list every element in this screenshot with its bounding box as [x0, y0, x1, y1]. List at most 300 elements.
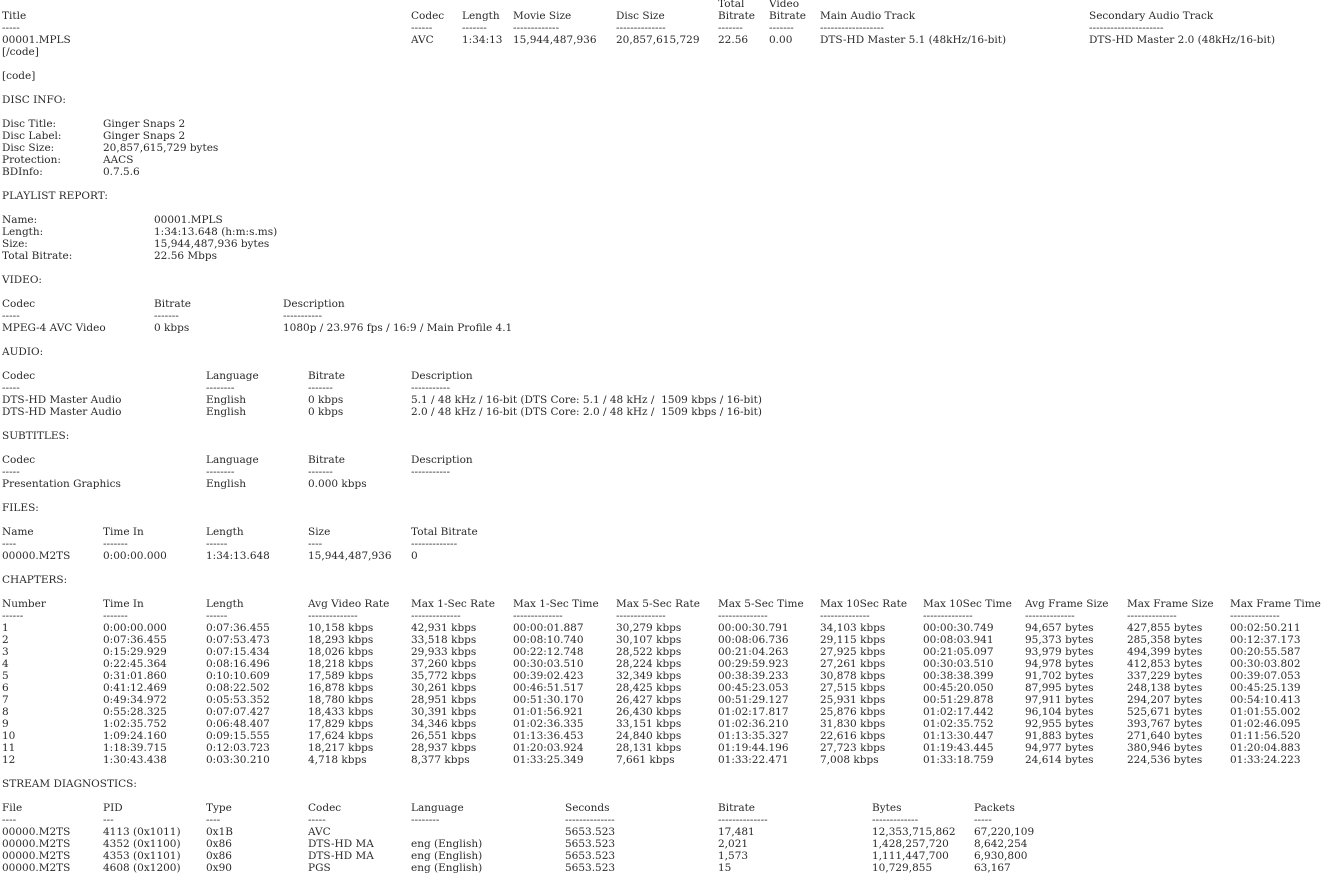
diagnostics-header-rule: -------------- — [718, 814, 768, 826]
video-cell: 1080p / 23.976 fps / 16:9 / Main Profile 4.1 — [283, 322, 513, 334]
chapter-cell: 96,104 bytes — [1025, 706, 1094, 718]
diagnostics-cell: 12,353,715,862 — [872, 826, 956, 838]
chapter-cell: 26,427 kbps — [616, 694, 682, 706]
chapter-cell: 94,978 bytes — [1025, 658, 1094, 670]
diagnostics-cell: 67,220,109 — [974, 826, 1035, 838]
chapter-cell: 8,377 kbps — [411, 754, 470, 766]
chapter-cell: 01:33:22.471 — [718, 754, 789, 766]
chapter-header-rule: -------------- — [411, 610, 461, 622]
diagnostics-cell: 63,167 — [974, 862, 1011, 874]
diagnostics-header-rule: ----- — [308, 814, 326, 826]
audio-header: Codec — [2, 370, 36, 382]
chapter-cell: 00:30:03.802 — [1230, 658, 1301, 670]
chapter-cell: 28,131 kbps — [616, 742, 682, 754]
diagnostics-header: Seconds — [565, 802, 610, 814]
chapter-header-rule: -------------- — [616, 610, 666, 622]
video-header: Bitrate — [154, 298, 192, 310]
chapter-cell: 01:13:36.453 — [513, 730, 584, 742]
chapter-cell: 00:00:30.749 — [923, 622, 994, 634]
playlist-label: Size: — [2, 238, 28, 250]
chapter-header: Max 5-Sec Time — [718, 598, 804, 610]
disc-info-label: BDInfo: — [2, 166, 43, 178]
playlist-value: 00001.MPLS — [154, 214, 223, 226]
chapter-header: Avg Frame Size — [1025, 598, 1109, 610]
chapter-cell: 0:09:15.555 — [206, 730, 270, 742]
chapter-cell: 01:02:36.210 — [718, 718, 789, 730]
chapter-cell: 01:33:25.349 — [513, 754, 584, 766]
chapter-cell: 0:31:01.860 — [103, 670, 167, 682]
chapter-cell: 34,346 kbps — [411, 718, 477, 730]
summary-cell: DTS-HD Master 2.0 (48kHz/16-bit) — [1089, 34, 1276, 46]
chapter-cell: 42,931 kbps — [411, 622, 477, 634]
chapter-cell: 00:30:03.510 — [513, 658, 584, 670]
chapter-cell: 35,772 kbps — [411, 670, 477, 682]
chapter-cell: 4,718 kbps — [308, 754, 367, 766]
video-header: Codec — [2, 298, 36, 310]
chapter-header: Length — [206, 598, 244, 610]
chapter-cell: 0:07:53.473 — [206, 634, 270, 646]
chapter-cell: 27,925 kbps — [820, 646, 886, 658]
chapter-cell: 18,026 kbps — [308, 646, 374, 658]
chapter-cell: 34,103 kbps — [820, 622, 886, 634]
chapter-header-rule: -------------- — [513, 610, 563, 622]
chapter-cell: 27,723 kbps — [820, 742, 886, 754]
subtitles-header: Codec — [2, 454, 36, 466]
chapter-cell: 380,946 bytes — [1127, 742, 1203, 754]
diagnostics-cell: eng (English) — [411, 850, 483, 862]
chapter-header-rule: -------------- — [820, 610, 870, 622]
chapter-cell: 28,522 kbps — [616, 646, 682, 658]
chapter-cell: 00:51:30.170 — [513, 694, 584, 706]
diagnostics-cell: eng (English) — [411, 838, 483, 850]
chapter-header: Max 1-Sec Time — [513, 598, 599, 610]
chapter-cell: 17,589 kbps — [308, 670, 374, 682]
chapter-cell: 25,931 kbps — [820, 694, 886, 706]
diagnostics-header-rule: --- — [103, 814, 114, 826]
chapter-cell: 01:02:46.095 — [1230, 718, 1301, 730]
summary-cell: 20,857,615,729 — [616, 34, 700, 46]
chapter-header: Max 10Sec Rate — [820, 598, 908, 610]
chapter-cell: 4 — [2, 658, 9, 670]
audio-cell: 0 kbps — [308, 394, 344, 406]
chapter-cell: 01:02:35.752 — [923, 718, 994, 730]
files-cell: 0:00:00.000 — [103, 550, 167, 562]
chapter-cell: 494,399 bytes — [1127, 646, 1203, 658]
chapter-cell: 27,261 kbps — [820, 658, 886, 670]
chapter-cell: 0:08:16.496 — [206, 658, 270, 670]
chapter-cell: 01:01:56.921 — [513, 706, 584, 718]
chapter-cell: 29,933 kbps — [411, 646, 477, 658]
audio-header-rule: ----------- — [411, 382, 451, 394]
summary-cell: AVC — [411, 34, 434, 46]
chapter-header-rule: -------------- — [308, 610, 358, 622]
files-header: Size — [308, 526, 331, 538]
audio-header-rule: ------- — [308, 382, 333, 394]
diagnostics-header: File — [2, 802, 23, 814]
chapter-cell: 10,158 kbps — [308, 622, 374, 634]
diagnostics-cell: 4113 (0x1011) — [103, 826, 181, 838]
summary-cell: 15,944,487,936 — [513, 34, 597, 46]
diagnostics-cell: 1,111,447,700 — [872, 850, 949, 862]
diagnostics-header: PID — [103, 802, 123, 814]
section-heading: PLAYLIST REPORT: — [2, 190, 108, 202]
chapter-cell: 92,955 bytes — [1025, 718, 1094, 730]
audio-header: Bitrate — [308, 370, 346, 382]
diagnostics-header: Codec — [308, 802, 342, 814]
audio-cell: English — [206, 406, 247, 418]
chapter-cell: 17,624 kbps — [308, 730, 374, 742]
chapter-cell: 525,671 bytes — [1127, 706, 1203, 718]
chapter-cell: 10 — [2, 730, 16, 742]
files-header-rule: ------ — [206, 538, 228, 550]
audio-cell: DTS-HD Master Audio — [2, 406, 122, 418]
subtitles-header-rule: ----------- — [411, 466, 451, 478]
diagnostics-cell: 00000.M2TS — [2, 826, 71, 838]
summary-header-rule: ------- — [462, 22, 487, 34]
diagnostics-header-rule: ----- — [974, 814, 992, 826]
chapter-cell: 01:20:04.883 — [1230, 742, 1301, 754]
audio-header-rule: -------- — [206, 382, 235, 394]
chapter-cell: 00:39:02.423 — [513, 670, 584, 682]
diagnostics-cell: 00000.M2TS — [2, 838, 71, 850]
chapter-header: Max Frame Size — [1127, 598, 1214, 610]
chapter-cell: 18,218 kbps — [308, 658, 374, 670]
chapter-cell: 18,780 kbps — [308, 694, 374, 706]
disc-info-label: Disc Label: — [2, 130, 62, 142]
diagnostics-header: Bitrate — [718, 802, 756, 814]
diagnostics-cell: 5653.523 — [565, 826, 616, 838]
chapter-cell: 0:15:29.929 — [103, 646, 167, 658]
chapter-cell: 30,107 kbps — [616, 634, 682, 646]
files-header-rule: ---- — [2, 538, 17, 550]
chapter-cell: 412,853 bytes — [1127, 658, 1203, 670]
summary-header: Secondary Audio Track — [1089, 10, 1214, 22]
chapter-header-rule: ------- — [103, 610, 128, 622]
chapter-cell: 285,358 bytes — [1127, 634, 1203, 646]
chapter-cell: 427,855 bytes — [1127, 622, 1203, 634]
audio-cell: 5.1 / 48 kHz / 16-bit (DTS Core: 5.1 / 48 kHz / 1509 kbps / 16-bit) — [411, 394, 762, 406]
audio-cell: English — [206, 394, 247, 406]
summary-header-rule: ------------------ — [820, 22, 884, 34]
chapter-cell: 7,661 kbps — [616, 754, 675, 766]
chapter-cell: 18,293 kbps — [308, 634, 374, 646]
diagnostics-cell: 0x86 — [206, 838, 232, 850]
chapter-cell: 01:33:18.759 — [923, 754, 994, 766]
chapter-cell: 28,951 kbps — [411, 694, 477, 706]
files-cell: 00000.M2TS — [2, 550, 71, 562]
chapter-cell: 0:07:36.455 — [103, 634, 167, 646]
diagnostics-header: Bytes — [872, 802, 902, 814]
summary-header-rule: -------------- — [616, 22, 666, 34]
chapter-cell: 271,640 bytes — [1127, 730, 1203, 742]
chapter-cell: 24,840 kbps — [616, 730, 682, 742]
diagnostics-cell: 1,428,257,720 — [872, 838, 949, 850]
chapter-cell: 01:02:17.817 — [718, 706, 789, 718]
chapter-cell: 26,551 kbps — [411, 730, 477, 742]
chapter-cell: 0:05:53.352 — [206, 694, 270, 706]
diagnostics-cell: 0x90 — [206, 862, 232, 874]
chapter-cell: 01:13:35.327 — [718, 730, 789, 742]
chapter-cell: 00:20:55.587 — [1230, 646, 1301, 658]
chapter-cell: 18,217 kbps — [308, 742, 374, 754]
section-heading: STREAM DIAGNOSTICS: — [2, 778, 137, 790]
chapter-cell: 01:13:30.447 — [923, 730, 994, 742]
chapter-cell: 31,830 kbps — [820, 718, 886, 730]
files-header: Name — [2, 526, 34, 538]
diagnostics-header: Packets — [974, 802, 1015, 814]
chapter-cell: 294,207 bytes — [1127, 694, 1203, 706]
summary-header-rule: ------- — [769, 22, 794, 34]
chapter-cell: 97,911 bytes — [1025, 694, 1094, 706]
audio-header: Language — [206, 370, 259, 382]
chapter-cell: 00:12:37.173 — [1230, 634, 1301, 646]
chapter-header: Max Frame Time — [1230, 598, 1321, 610]
chapter-cell: 01:19:44.196 — [718, 742, 789, 754]
disc-info-value: 0.7.5.6 — [103, 166, 140, 178]
chapter-cell: 5 — [2, 670, 9, 682]
chapter-cell: 00:08:03.941 — [923, 634, 994, 646]
chapter-cell: 27,515 kbps — [820, 682, 886, 694]
chapter-cell: 0:07:36.455 — [206, 622, 270, 634]
diagnostics-cell: 15 — [718, 862, 732, 874]
playlist-value: 15,944,487,936 bytes — [154, 238, 270, 250]
chapter-cell: 1:30:43.438 — [103, 754, 167, 766]
diagnostics-header-rule: ------------- — [872, 814, 919, 826]
diagnostics-cell: 10,729,855 — [872, 862, 933, 874]
diagnostics-cell: AVC — [308, 826, 331, 838]
chapter-cell: 01:19:43.445 — [923, 742, 994, 754]
summary-cell: 0.00 — [769, 34, 793, 46]
chapter-header: Max 1-Sec Rate — [411, 598, 495, 610]
chapter-cell: 91,883 bytes — [1025, 730, 1094, 742]
chapter-cell: 0:06:48.407 — [206, 718, 270, 730]
chapter-cell: 00:08:10.740 — [513, 634, 584, 646]
chapter-cell: 87,995 bytes — [1025, 682, 1094, 694]
chapter-cell: 337,229 bytes — [1127, 670, 1203, 682]
chapter-cell: 00:21:04.263 — [718, 646, 789, 658]
chapter-cell: 1 — [2, 622, 9, 634]
chapter-cell: 00:54:10.413 — [1230, 694, 1301, 706]
chapter-header-rule: -------------- — [1127, 610, 1177, 622]
chapter-cell: 00:51:29.127 — [718, 694, 789, 706]
summary-header: Disc Size — [616, 10, 665, 22]
chapter-cell: 1:09:24.160 — [103, 730, 167, 742]
chapter-cell: 0:08:22.502 — [206, 682, 270, 694]
diagnostics-cell: 17,481 — [718, 826, 755, 838]
disc-info-value: Ginger Snaps 2 — [103, 118, 186, 130]
chapter-cell: 95,373 bytes — [1025, 634, 1094, 646]
diagnostics-cell: PGS — [308, 862, 331, 874]
summary-cell: DTS-HD Master 5.1 (48kHz/16-bit) — [820, 34, 1007, 46]
chapter-cell: 00:08:06.736 — [718, 634, 789, 646]
chapter-cell: 93,979 bytes — [1025, 646, 1094, 658]
chapter-cell: 0:07:07.427 — [206, 706, 270, 718]
chapter-cell: 01:33:24.223 — [1230, 754, 1301, 766]
playlist-label: Total Bitrate: — [2, 250, 73, 262]
subtitles-cell: English — [206, 478, 247, 490]
chapter-cell: 393,767 bytes — [1127, 718, 1203, 730]
chapter-cell: 28,937 kbps — [411, 742, 477, 754]
diagnostics-cell: 00000.M2TS — [2, 862, 71, 874]
chapter-cell: 00:21:05.097 — [923, 646, 994, 658]
summary-header: Codec — [411, 10, 445, 22]
summary-header: Main Audio Track — [820, 10, 916, 22]
chapter-cell: 00:45:25.139 — [1230, 682, 1301, 694]
chapter-cell: 224,536 bytes — [1127, 754, 1203, 766]
chapter-cell: 37,260 kbps — [411, 658, 477, 670]
chapter-header-rule: -------------- — [1025, 610, 1075, 622]
chapter-cell: 7 — [2, 694, 9, 706]
diagnostics-cell: 1,573 — [718, 850, 749, 862]
chapter-cell: 33,518 kbps — [411, 634, 477, 646]
diagnostics-header-rule: -------- — [411, 814, 440, 826]
diagnostics-cell: 5653.523 — [565, 862, 616, 874]
audio-header-rule: ----- — [2, 382, 20, 394]
chapter-header-rule: -------------- — [1230, 610, 1280, 622]
chapter-cell: 01:11:56.520 — [1230, 730, 1301, 742]
summary-header: Video — [769, 0, 800, 10]
audio-cell: 0 kbps — [308, 406, 344, 418]
video-header-rule: ----------- — [283, 310, 323, 322]
chapter-cell: 01:20:03.924 — [513, 742, 584, 754]
files-header-rule: ---- — [308, 538, 323, 550]
summary-header-rule: ------- — [718, 22, 743, 34]
chapter-cell: 00:45:20.050 — [923, 682, 994, 694]
chapter-cell: 94,657 bytes — [1025, 622, 1094, 634]
disc-info-value: AACS — [103, 154, 134, 166]
chapter-header: Number — [2, 598, 46, 610]
files-header-rule: ------------- — [411, 538, 458, 550]
subtitles-header: Description — [411, 454, 473, 466]
chapter-cell: 30,391 kbps — [411, 706, 477, 718]
chapter-cell: 0:41:12.469 — [103, 682, 167, 694]
chapter-cell: 7,008 kbps — [820, 754, 879, 766]
playlist-label: Name: — [2, 214, 38, 226]
chapter-cell: 00:38:38.399 — [923, 670, 994, 682]
diagnostics-cell: 2,021 — [718, 838, 749, 850]
chapter-header: Avg Video Rate — [308, 598, 390, 610]
summary-header: Movie Size — [513, 10, 572, 22]
diagnostics-cell: 0x86 — [206, 850, 232, 862]
code-tag: [/code] — [2, 46, 39, 58]
chapter-cell: 29,115 kbps — [820, 634, 886, 646]
audio-header: Description — [411, 370, 473, 382]
chapter-cell: 30,878 kbps — [820, 670, 886, 682]
section-heading: FILES: — [2, 502, 39, 514]
summary-header-rule: ------------- — [513, 22, 560, 34]
video-header-rule: ------- — [154, 310, 179, 322]
files-header: Length — [206, 526, 244, 538]
disc-info-value: Ginger Snaps 2 — [103, 130, 186, 142]
chapter-cell: 01:02:36.335 — [513, 718, 584, 730]
chapter-cell: 00:22:12.748 — [513, 646, 584, 658]
chapter-cell: 01:02:17.442 — [923, 706, 994, 718]
chapter-cell: 0:49:34.972 — [103, 694, 167, 706]
diagnostics-cell: eng (English) — [411, 862, 483, 874]
diagnostics-cell: 6,930,800 — [974, 850, 1028, 862]
chapter-cell: 0:22:45.364 — [103, 658, 167, 670]
chapter-header-rule: -------------- — [923, 610, 973, 622]
chapter-cell: 30,279 kbps — [616, 622, 682, 634]
chapter-cell: 16,878 kbps — [308, 682, 374, 694]
diagnostics-header: Language — [411, 802, 464, 814]
chapter-header-rule: -------------- — [718, 610, 768, 622]
section-heading: SUBTITLES: — [2, 430, 70, 442]
chapter-cell: 00:38:39.233 — [718, 670, 789, 682]
files-header: Total Bitrate — [411, 526, 478, 538]
chapter-cell: 28,224 kbps — [616, 658, 682, 670]
diagnostics-header-rule: ---- — [206, 814, 221, 826]
diagnostics-cell: DTS-HD MA — [308, 838, 374, 850]
disc-info-label: Disc Size: — [2, 142, 55, 154]
diagnostics-header: Type — [206, 802, 232, 814]
audio-cell: DTS-HD Master Audio — [2, 394, 122, 406]
chapter-cell: 01:01:55.002 — [1230, 706, 1301, 718]
chapter-cell: 30,261 kbps — [411, 682, 477, 694]
playlist-value: 1:34:13.648 (h:m:s.ms) — [154, 226, 278, 238]
chapter-header-rule: ------ — [206, 610, 228, 622]
chapter-cell: 00:30:03.510 — [923, 658, 994, 670]
chapter-cell: 0:55:28.325 — [103, 706, 167, 718]
section-heading: AUDIO: — [2, 346, 44, 358]
subtitles-header: Bitrate — [308, 454, 346, 466]
diagnostics-cell: 4352 (0x1100) — [103, 838, 181, 850]
summary-header: Bitrate — [769, 10, 807, 22]
chapter-cell: 00:02:50.211 — [1230, 622, 1301, 634]
chapter-cell: 26,430 kbps — [616, 706, 682, 718]
chapter-cell: 91,702 bytes — [1025, 670, 1094, 682]
chapter-cell: 00:00:30.791 — [718, 622, 789, 634]
diagnostics-header-rule: ---- — [2, 814, 17, 826]
summary-header: Bitrate — [718, 10, 756, 22]
diagnostics-header-rule: -------------- — [565, 814, 615, 826]
chapter-header-rule: ------ — [2, 610, 24, 622]
summary-header-rule: ------ — [411, 22, 433, 34]
chapter-cell: 22,616 kbps — [820, 730, 886, 742]
chapter-cell: 28,425 kbps — [616, 682, 682, 694]
chapter-cell: 0:10:10.609 — [206, 670, 270, 682]
chapter-cell: 00:29:59.923 — [718, 658, 789, 670]
section-heading: CHAPTERS: — [2, 574, 68, 586]
playlist-value: 22.56 Mbps — [154, 250, 217, 262]
chapter-cell: 0:12:03.723 — [206, 742, 270, 754]
diagnostics-cell: 5653.523 — [565, 838, 616, 850]
section-heading: DISC INFO: — [2, 94, 66, 106]
chapter-header: Max 10Sec Time — [923, 598, 1012, 610]
chapter-header: Max 5-Sec Rate — [616, 598, 700, 610]
chapter-cell: 24,614 bytes — [1025, 754, 1094, 766]
chapter-cell: 0:00:00.000 — [103, 622, 167, 634]
diagnostics-cell: 00000.M2TS — [2, 850, 71, 862]
diagnostics-cell: 0x1B — [206, 826, 233, 838]
chapter-cell: 00:00:01.887 — [513, 622, 584, 634]
chapter-cell: 94,977 bytes — [1025, 742, 1094, 754]
chapter-header: Time In — [103, 598, 144, 610]
chapter-cell: 00:51:29.878 — [923, 694, 994, 706]
chapter-cell: 9 — [2, 718, 9, 730]
diagnostics-cell: 8,642,254 — [974, 838, 1028, 850]
chapter-cell: 8 — [2, 706, 9, 718]
video-header: Description — [283, 298, 345, 310]
summary-cell: 00001.MPLS — [2, 34, 71, 46]
summary-header: Length — [462, 10, 500, 22]
disc-info-label: Protection: — [2, 154, 61, 166]
video-cell: MPEG-4 AVC Video — [2, 322, 106, 334]
chapter-cell: 00:39:07.053 — [1230, 670, 1301, 682]
audio-cell: 2.0 / 48 kHz / 16-bit (DTS Core: 2.0 / 48 kHz / 1509 kbps / 16-bit) — [411, 406, 762, 418]
subtitles-header-rule: ------- — [308, 466, 333, 478]
chapter-cell: 25,876 kbps — [820, 706, 886, 718]
